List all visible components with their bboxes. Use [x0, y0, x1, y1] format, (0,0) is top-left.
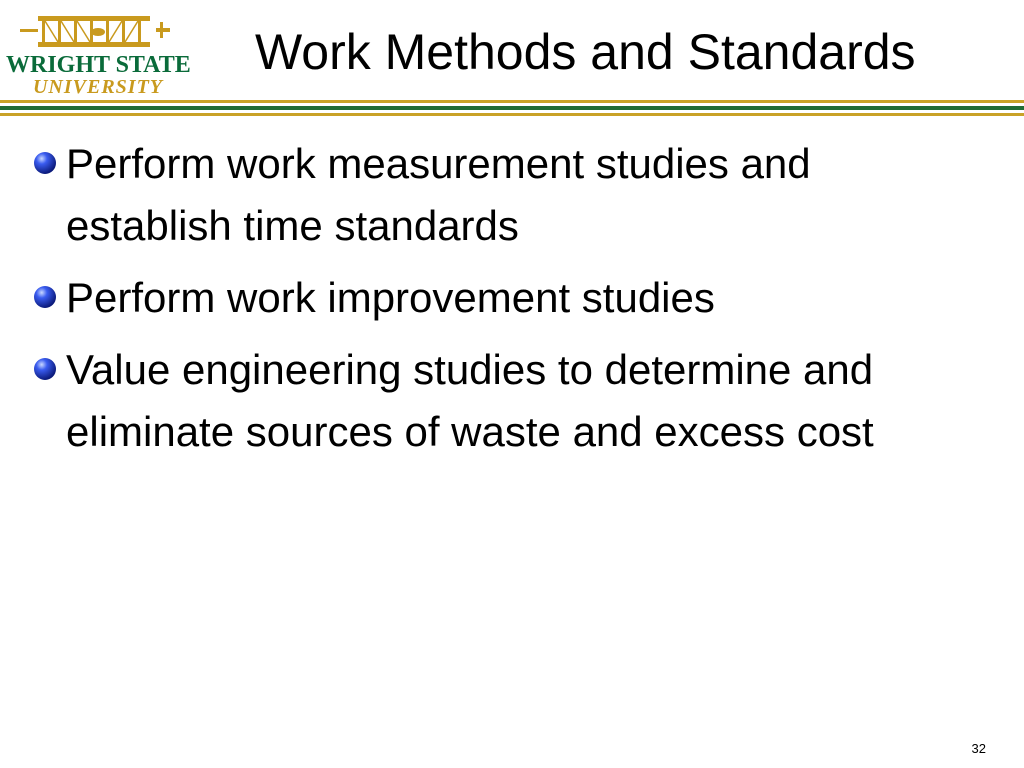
- logo-wordmark-line2: UNIVERSITY: [32, 76, 164, 98]
- slide-title: Work Methods and Standards: [255, 24, 916, 80]
- blue-sphere-bullet-icon: [32, 284, 58, 310]
- blue-sphere-bullet-icon: [32, 356, 58, 382]
- bullet-list: [32, 133, 912, 473]
- header-rule-gold-bottom: [0, 113, 1024, 116]
- bullet-item: [32, 267, 912, 329]
- university-logo: [6, 12, 190, 96]
- bullet-item: [32, 133, 912, 257]
- biplane-emblem-icon: [6, 12, 190, 56]
- logo-wordmark-line1: WRIGHT STATE: [6, 52, 191, 78]
- page-number: 32: [971, 741, 986, 756]
- header-rule-green: [0, 106, 1024, 110]
- header-rule-gold-top: [0, 100, 1024, 103]
- bullet-text: Perform work improvement studies: [66, 274, 715, 321]
- bullet-item: [32, 339, 912, 463]
- bullet-text: Perform work measurement studies and establish time standards: [66, 140, 811, 249]
- bullet-text: Value engineering studies to determine and eliminate sources of waste and excess cost: [66, 346, 874, 455]
- blue-sphere-bullet-icon: [32, 150, 58, 176]
